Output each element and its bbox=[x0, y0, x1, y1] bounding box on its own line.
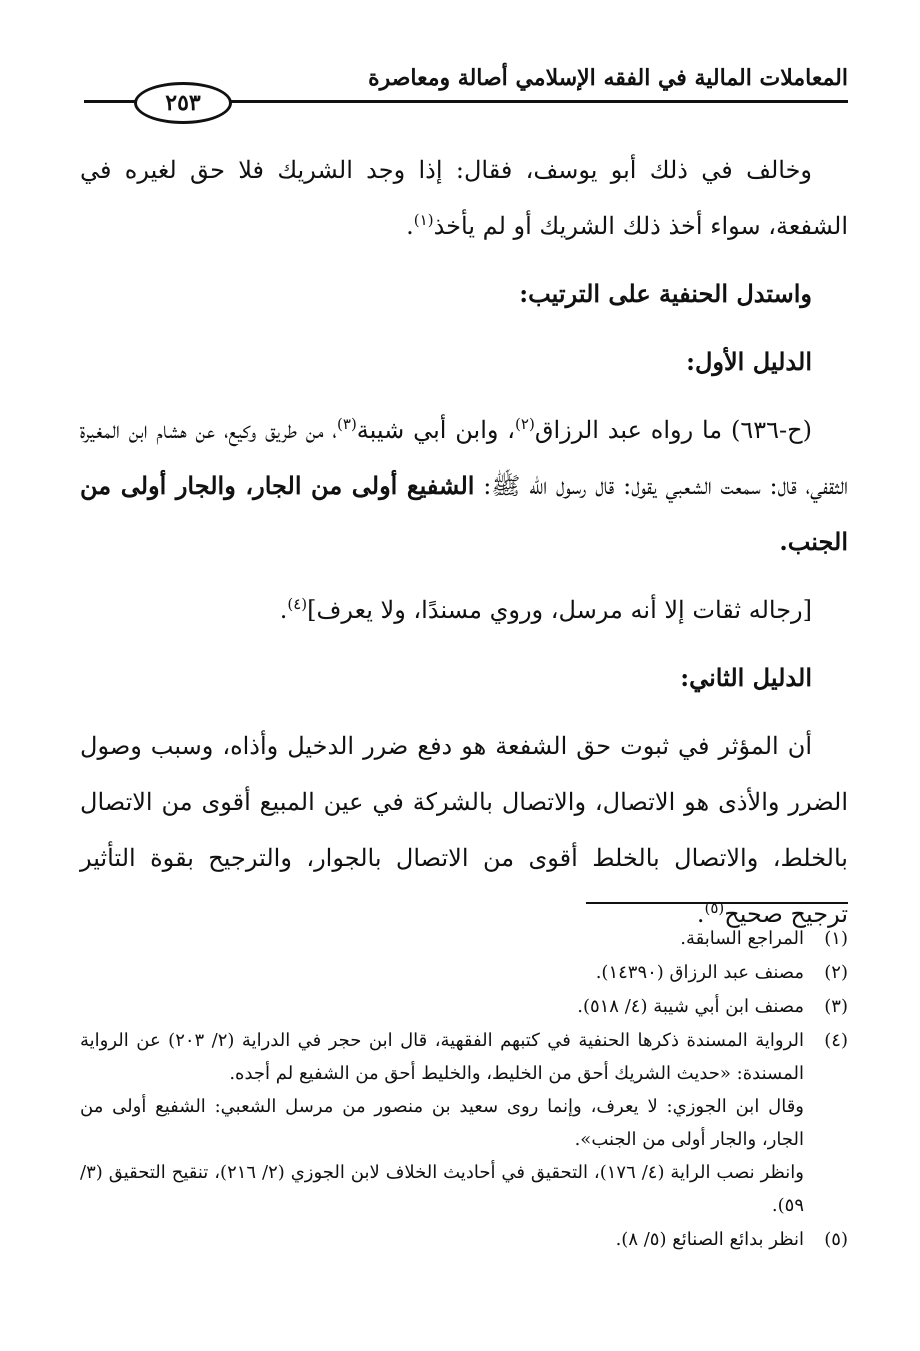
paragraph-second-evidence: أن المؤثر في ثبوت حق الشفعة هو دفع ضرر الدخيل وأذاه، وسبب وصول الضرر والأذى هو الاتصال، والاتصال بالشركة في عين المبيع أقوى من الاتصال بالخلط، والاتصال بالخلط أقوى من الاتصال بالجوار، والترجيح بقوة التأثير ترجيح صحيح$^{(٥)}$. bbox=[80, 732, 848, 928]
heading-second-evidence: الدليل الثاني: bbox=[680, 663, 812, 692]
main-text bbox=[80, 142, 848, 954]
footnote-ref-2[interactable]: (٢) bbox=[515, 415, 535, 433]
paragraph-abu-yusuf: وخالف في ذلك أبو يوسف، فقال: إذا وجد الشريك فلا حق لغيره في الشفعة، سواء أخذ ذلك الشريك أو لم يأخذ$^{(١)}$. bbox=[80, 156, 848, 240]
footnote-text: وانظر نصب الراية (٤/ ١٧٦)، التحقيق في أحاديث الخلاف لابن الجوزي (٢/ ٢١٦)، تنقيح التحقيق (٣/ ٥٩). bbox=[80, 1162, 805, 1216]
heading-first-evidence: الدليل الأول: bbox=[686, 347, 812, 376]
footnote-ref-1[interactable]: (١) bbox=[413, 211, 434, 229]
running-header-title: المعاملات المالية في الفقه الإسلامي أصالة ومعاصرة bbox=[368, 65, 848, 91]
footnote-text: انظر بدائع الصنائع (٥/ ٨). bbox=[615, 1229, 804, 1250]
footnote-text: وقال ابن الجوزي: لا يعرف، وإنما روى سعيد بن منصور من مرسل الشعبي: الشفيع أولى من الجار، والجار أولى من الجنب». bbox=[80, 1096, 804, 1150]
paragraph-grading: [رجاله ثقات إلا أنه مرسل، وروي مسندًا، ولا يعرف]$^{(٤)}$. bbox=[279, 595, 812, 624]
footnote-number: (٥) bbox=[824, 1229, 848, 1250]
footnote-ref-3[interactable]: (٣) bbox=[337, 415, 357, 433]
footnote-text: المراجع السابقة. bbox=[680, 928, 804, 949]
paragraph-hadith-636: (ح-٦٣٦) ما رواه عبد الرزاق$^{(٢)}$، وابن أبي شيبة$^{(٣)}$، من طريق وكيع، عن هشام ابن المغيرة الثقفي، قال: سمعت الشعبي يقول: قال رسول الله ﷺ: الشفيع أولى من الجار، والجار أولى من الجنب. bbox=[80, 415, 848, 556]
footnote-4 bbox=[80, 1024, 848, 1222]
footnote-3 bbox=[80, 990, 848, 1023]
footnote-text: مصنف عبد الرزاق (١٤٣٩٠). bbox=[595, 962, 804, 983]
footnote-5 bbox=[80, 1223, 848, 1256]
footnote-2 bbox=[80, 956, 848, 989]
footnote-ref-5[interactable]: (٥) bbox=[704, 899, 725, 917]
footnote-separator bbox=[586, 902, 848, 904]
footnote-number: (٢) bbox=[824, 962, 848, 983]
footnote-ref-4[interactable]: (٤) bbox=[287, 595, 308, 613]
footnote-text: الرواية المسندة ذكرها الحنفية في كتبهم الفقهية، قال ابن حجر في الدراية (٢/ ٢٠٣) عن الرواية المسندة: «حديث الشريك أحق من الخليط، والخليط أحق من الشفيع لم أجده. bbox=[80, 1030, 804, 1084]
hadith-text: الشفيع أولى من الجار، والجار أولى من الجنب. bbox=[80, 471, 848, 556]
section-heading-evidence: واستدل الحنفية على الترتيب: bbox=[519, 279, 812, 308]
footnote-number: (٤) bbox=[824, 1030, 848, 1051]
footnote-1 bbox=[80, 922, 848, 955]
footnote-number: (٣) bbox=[824, 996, 848, 1017]
footnote-text: مصنف ابن أبي شيبة (٤/ ٥١٨). bbox=[577, 996, 804, 1017]
footnotes bbox=[80, 922, 848, 1257]
footnote-number: (١) bbox=[824, 928, 848, 949]
page-number-badge: ٢٥٣ bbox=[134, 82, 232, 124]
